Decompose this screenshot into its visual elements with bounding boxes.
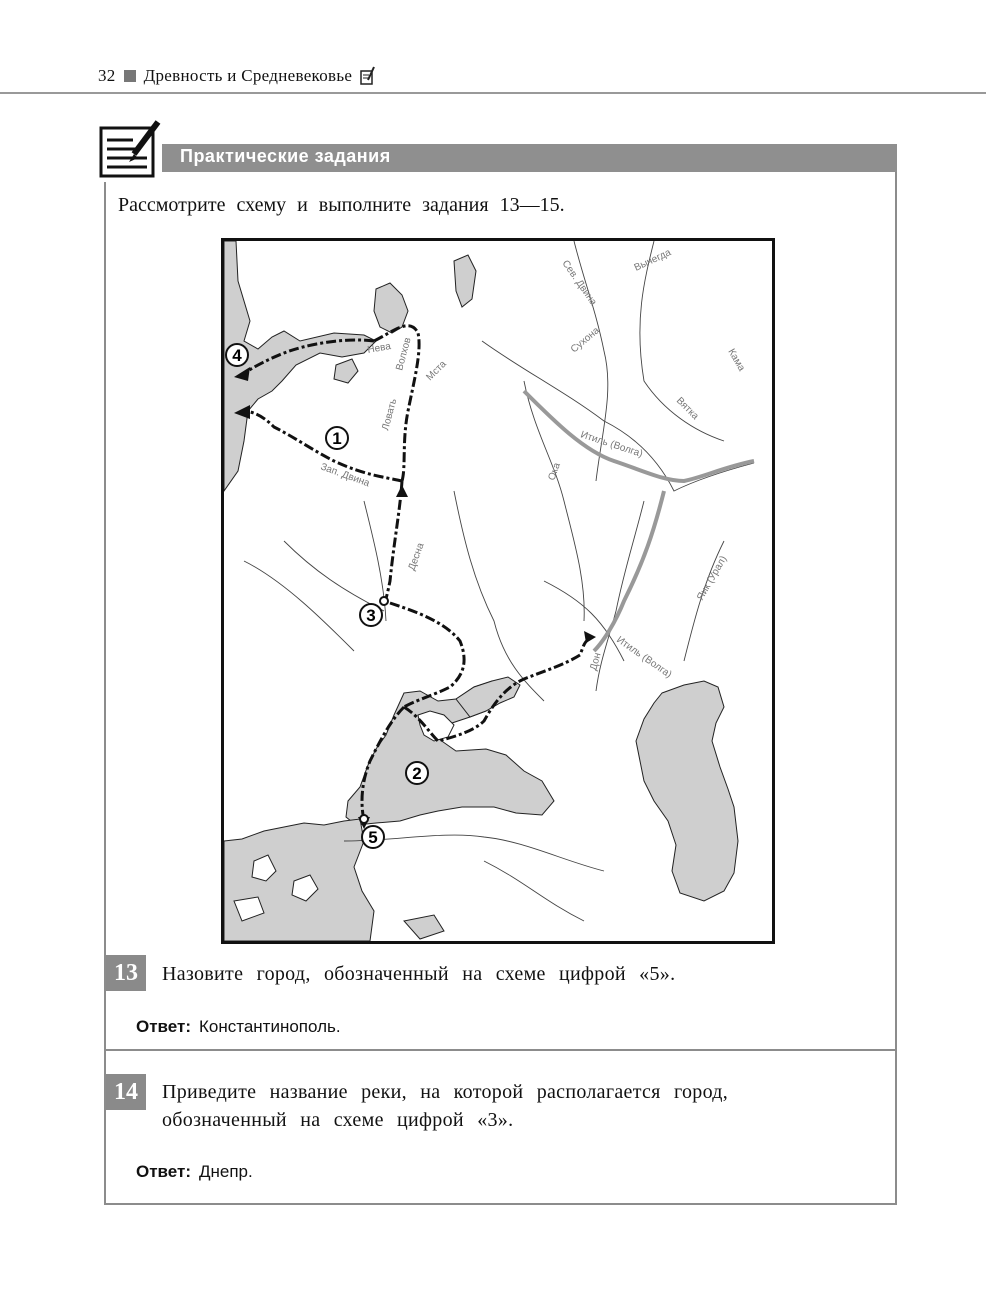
river-label: Итиль (Волга) [579,429,644,460]
marker-5-label: 5 [368,828,378,847]
route-dnieper-upper [384,481,402,603]
marker-4 [226,344,248,366]
river-label: Вычегда [632,247,673,274]
river-label: Мста [424,358,449,384]
river-label: Нева [366,341,392,356]
marker-1 [326,427,348,449]
answer-label: Ответ: [136,1017,191,1036]
marker-3-label: 3 [366,606,376,625]
task-13-text: Назовите город, обозначенный на схеме цифрой «5». [162,963,676,985]
lake-onega [454,255,476,307]
pencil-document-icon [360,66,376,86]
river-label: Итиль (Волга) [614,634,674,681]
route-map [224,241,772,941]
river-label: Кама [725,347,747,374]
banner-title: Практические задания [180,146,391,166]
task-14-text-line1: Приведите название реки, на которой располагается город, [162,1081,729,1103]
river-label: Сухона [568,325,602,356]
route-dnieper-lower [390,603,464,707]
task-14-answer [136,1162,253,1182]
cyprus [404,915,444,939]
marker-4-label: 4 [232,346,242,365]
task-14-text-line2: обозначенный на схеме цифрой «3». [162,1109,514,1131]
river-label: Зап. Двина [318,461,371,490]
river-label: Ока [546,461,563,483]
task-divider [104,1049,897,1051]
task-number-13: 13 [106,955,146,991]
square-bullet-icon [124,70,136,82]
arrow-head-icon [584,631,596,643]
marker-5 [362,826,384,848]
task-13-answer [136,1017,341,1037]
intro-text: Рассмотрите схему и выполните задания 13—15. [118,194,565,216]
section-title: Древность и Средневековье [143,66,353,85]
river-label: Ловать [380,397,400,432]
lake-ilmen [334,359,358,383]
caspian-sea [636,681,738,901]
sea-of-azov [456,677,520,717]
map-frame [221,238,775,944]
river-label: Вятка [673,395,701,423]
running-head [98,66,376,86]
marker-2-label: 2 [412,764,422,783]
task-number-14: 14 [106,1074,146,1110]
arrow-head-icon [396,485,408,497]
black-sea [346,681,554,825]
river-label: Яик (Урал) [695,554,730,603]
marker-1-label: 1 [332,429,342,448]
answer-value: Днепр. [199,1162,253,1181]
river-label: Волхов [394,336,414,372]
answer-value: Константинополь. [199,1017,341,1036]
page-number: 32 [98,66,116,85]
marker-2 [406,762,428,784]
marker-3 [360,604,382,626]
city-constantinople-point [360,815,368,823]
river-label: Сев. Двина [559,258,599,308]
city-kiev-point [380,597,388,605]
volga-river-lower [594,491,664,651]
river-label: Десна [406,541,427,573]
river-label: Дон [588,651,604,672]
answer-label: Ответ: [136,1162,191,1181]
notepad-icon [98,118,162,182]
header-rule [0,92,986,94]
